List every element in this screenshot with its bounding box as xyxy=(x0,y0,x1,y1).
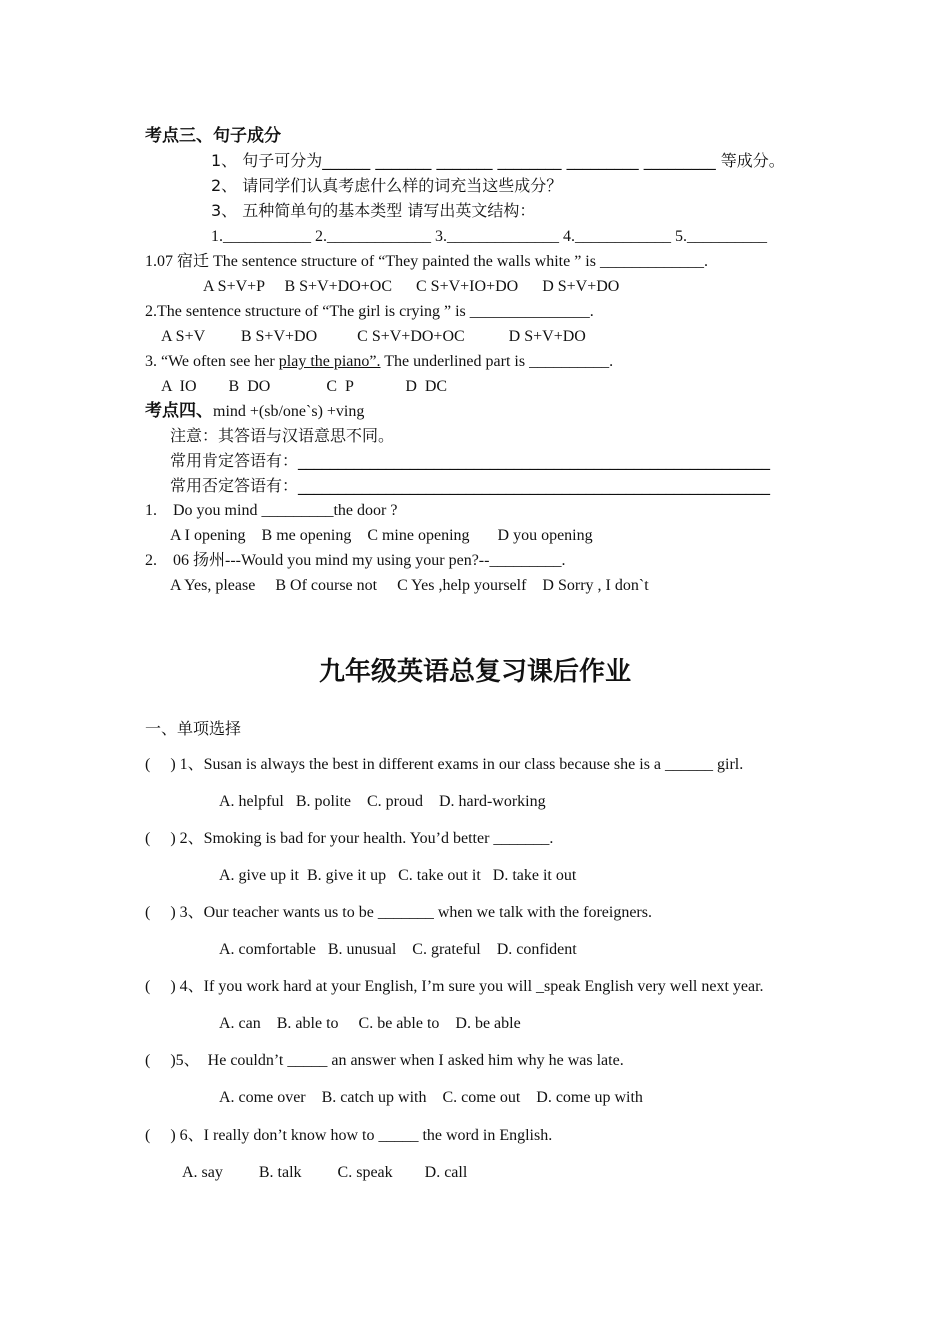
homework-q6: ( ) 6、I really don’t know how to _____ the word in English. xyxy=(145,1127,553,1144)
section4-heading-line xyxy=(145,401,364,422)
homework-q1-options: A. helpful B. polite C. proud D. hard-working xyxy=(219,793,546,810)
homework-q3: ( ) 3、Our teacher wants us to be _______ when we talk with the foreigners. xyxy=(145,904,652,921)
section4-note: 注意：其答语与汉语意思不同。 xyxy=(170,426,395,445)
homework-q2-options: A. give up it B. give it up C. take out it D. take it out xyxy=(219,867,577,884)
section3-q1: 1.07 宿迁 The sentence structure of “They painted the walls white ” is _____________. xyxy=(145,253,708,270)
homework-q3-options: A. comfortable B. unusual C. grateful D. confident xyxy=(219,941,577,958)
homework-q2: ( ) 2、Smoking is bad for your health. You’d better _______. xyxy=(145,830,554,847)
homework-q6-options: A. say B. talk C. speak D. call xyxy=(182,1164,468,1181)
section4-heading-rest: mind +(sb/one`s) +ving xyxy=(213,403,365,420)
section3-q3-prefix: 3. “We often see her xyxy=(145,353,279,370)
section3-item-3: 3、 五种简单句的基本类型 请写出英文结构： xyxy=(211,201,536,220)
section3-q3-suffix: The underlined part is __________. xyxy=(380,353,614,370)
section3-q3-options: A IO B DO C P D DC xyxy=(161,378,448,395)
section4-q2: 2. 06 扬州---Would you mind my using your pen?--_________. xyxy=(145,552,566,569)
section3-q1-options: A S+V+P B S+V+DO+OC C S+V+IO+DO D S+V+DO xyxy=(203,278,620,295)
homework-q1: ( ) 1、Susan is always the best in different exams in our class because she is a ______ girl. xyxy=(145,756,744,773)
homework-q4: ( ) 4、If you work hard at your English, I’m sure you will _speak English very well next year. xyxy=(145,978,764,995)
section3-q3 xyxy=(145,352,613,372)
homework-title: 九年级英语总复习课后作业 xyxy=(318,657,631,687)
section4-q2-options: A Yes, please B Of course not C Yes ,help yourself D Sorry , I don`t xyxy=(170,577,649,594)
section3-item-1: 1、 句子可分为______ _______ _______ ________ _________ _________ 等成分。 xyxy=(211,151,785,170)
section4-positive: 常用肯定答语有：___________________________________________________________ xyxy=(170,451,771,470)
section3-q2: 2.The sentence structure of “The girl is crying ” is _______________. xyxy=(145,303,594,320)
section4-negative: 常用否定答语有：___________________________________________________________ xyxy=(170,476,771,495)
homework-section-label: 一、单项选择 xyxy=(145,719,242,738)
section3-q3-underlined: play the piano”. xyxy=(278,353,381,370)
section4-heading: 考点四、 xyxy=(145,401,213,421)
homework-q5: ( )5、 He couldn’t _____ an answer when I asked him why he was late. xyxy=(145,1052,624,1069)
section3-item-2: 2、 请同学们认真考虑什么样的词充当这些成分？ xyxy=(211,176,563,195)
homework-q5-options: A. come over B. catch up with C. come out D. come up with xyxy=(219,1089,643,1106)
section3-blanks: 1.___________ 2._____________ 3.______________ 4.____________ 5.__________ xyxy=(211,228,767,245)
section3-q2-options: A S+V B S+V+DO C S+V+DO+OC D S+V+DO xyxy=(161,328,586,345)
section3-heading: 考点三、句子成分 xyxy=(145,126,281,146)
section4-q1: 1. Do you mind _________the door ? xyxy=(145,502,398,519)
homework-q4-options: A. can B. able to C. be able to D. be able xyxy=(219,1015,521,1032)
section4-q1-options: A I opening B me opening C mine opening D you opening xyxy=(170,527,593,544)
